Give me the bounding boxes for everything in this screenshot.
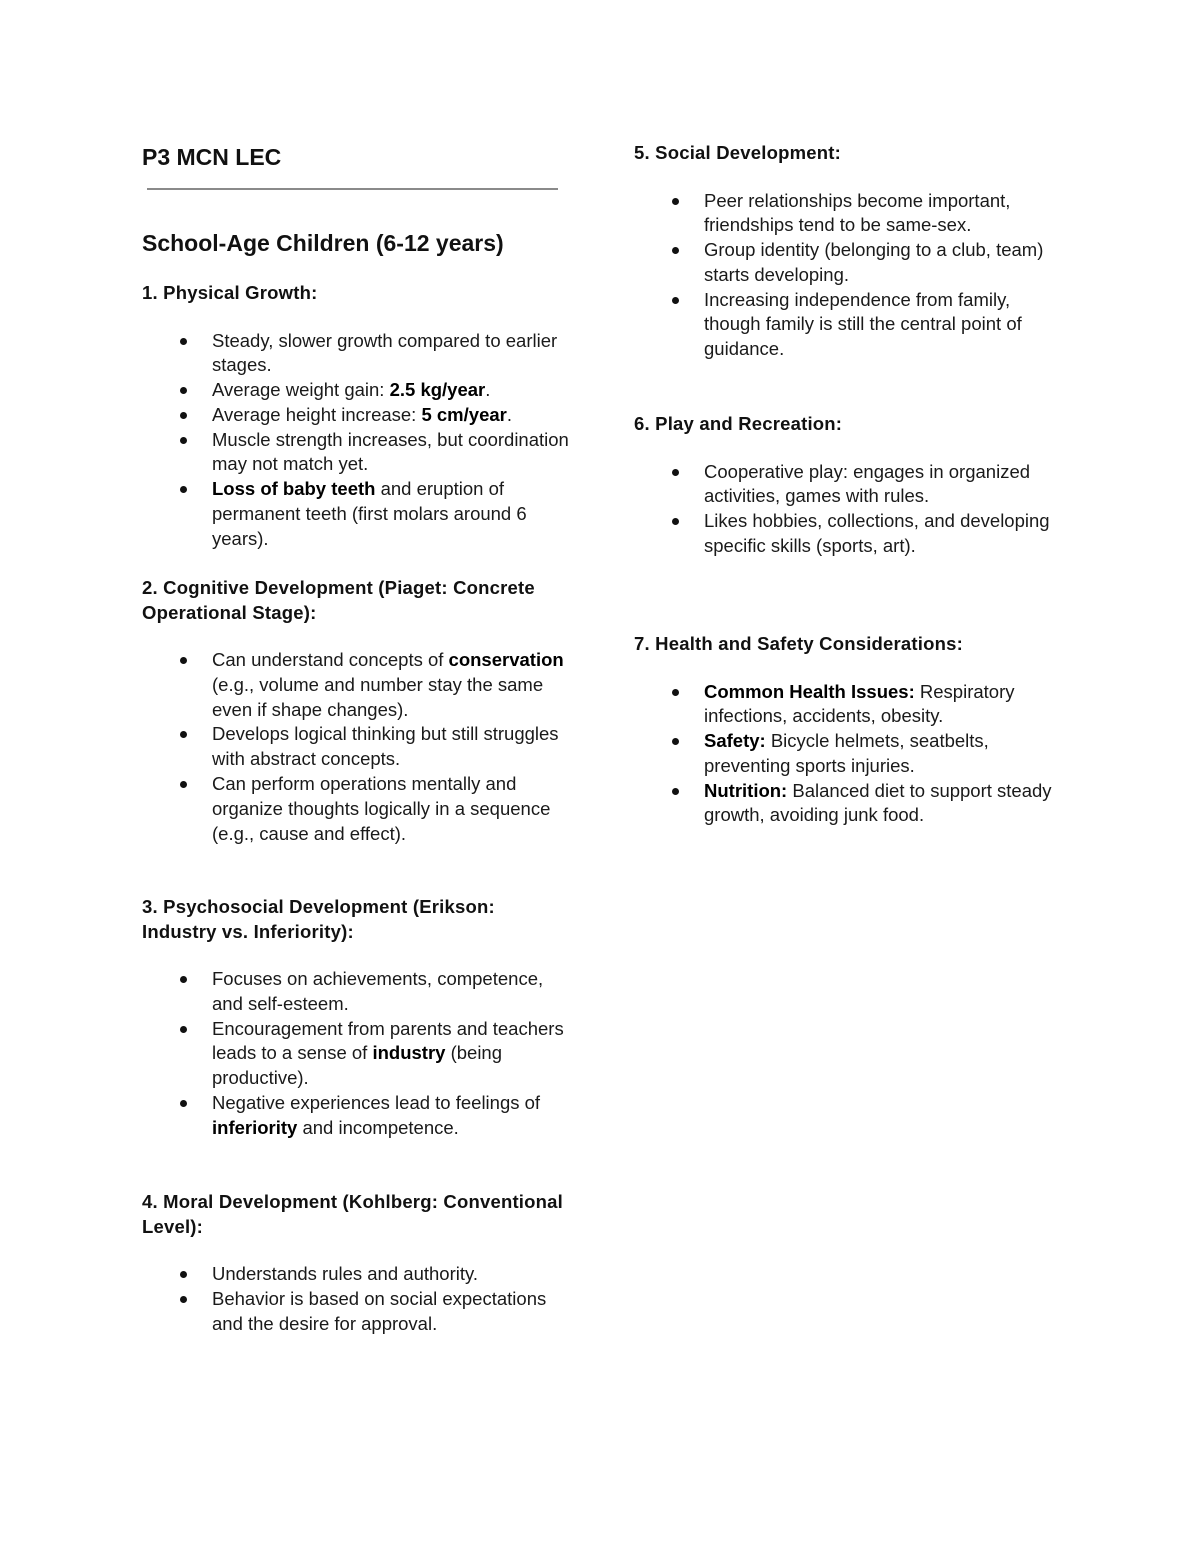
bullet-icon	[672, 469, 679, 476]
section-cognitive-development	[142, 576, 572, 846]
list-item	[142, 722, 572, 772]
list-item	[634, 238, 1064, 288]
section-psychosocial-development	[142, 895, 572, 1141]
section-social-development	[634, 141, 1064, 362]
bullet-list	[142, 329, 572, 552]
item-text: .	[506, 403, 512, 425]
list-item	[142, 1017, 572, 1091]
bullet-list	[142, 648, 572, 846]
emphasis-text: conservation	[448, 649, 564, 670]
list-item	[634, 729, 1064, 779]
bullet-icon	[180, 1100, 187, 1107]
bullet-icon	[672, 689, 679, 696]
page-heading: School-Age Children (6-12 years)	[142, 230, 504, 256]
section-heading: 4. Moral Development (Kohlberg: Conventional Level):	[142, 1191, 563, 1237]
section-heading: 3. Psychosocial Development (Erikson: Industry vs. Inferiority):	[142, 896, 495, 942]
item-text: Understands rules and authority.	[212, 1263, 479, 1284]
section-heading: 6. Play and Recreation:	[634, 413, 843, 434]
emphasis-text: 5 cm/year	[421, 403, 507, 425]
item-text: Can understand concepts of	[212, 649, 449, 670]
list-item	[634, 460, 1064, 510]
bullet-icon	[180, 1271, 187, 1278]
bullet-icon	[180, 387, 187, 394]
list-item	[634, 779, 1064, 829]
item-text: Negative experiences lead to feelings of	[212, 1091, 541, 1113]
section-heading: 5. Social Development:	[634, 142, 841, 163]
emphasis-text: Common Health Issues:	[704, 680, 915, 702]
item-text: Steady, slower growth compared to earlier stages.	[212, 329, 558, 376]
item-text: Muscle strength increases, but coordination may not match yet.	[212, 428, 569, 475]
list-item	[142, 378, 572, 403]
emphasis-text: industry	[372, 1042, 446, 1064]
section-health-safety	[634, 632, 1064, 828]
list-item	[142, 477, 572, 551]
list-item	[142, 772, 572, 846]
bullet-icon	[180, 781, 187, 788]
bullet-icon	[672, 297, 679, 304]
bullet-icon	[672, 247, 679, 254]
item-text: Balanced diet to support steady growth, avoiding junk food.	[704, 779, 1052, 826]
bullet-list	[142, 1262, 572, 1336]
title-divider	[147, 188, 558, 190]
item-text: Average weight gain:	[212, 379, 390, 401]
list-item	[142, 1091, 572, 1141]
item-text: (e.g., volume and number stay the same even if shape changes).	[212, 673, 544, 720]
section-play-recreation	[634, 412, 1064, 559]
section-heading: 2. Cognitive Development (Piaget: Concrete Operational Stage):	[142, 577, 535, 623]
list-item	[634, 509, 1064, 559]
bullet-icon	[180, 1026, 187, 1033]
list-item	[634, 189, 1064, 239]
item-text: Increasing independence from family, though family is still the central point of guidance.	[704, 288, 1022, 360]
emphasis-text: inferiority	[212, 1116, 298, 1138]
bullet-icon	[180, 412, 187, 419]
bullet-icon	[180, 437, 187, 444]
item-text: Average height increase:	[212, 403, 422, 425]
bullet-icon	[180, 731, 187, 738]
emphasis-text: Nutrition:	[704, 779, 788, 801]
section-heading: 1. Physical Growth:	[142, 282, 318, 303]
item-text: Peer relationships become important, friendships tend to be same-sex.	[704, 189, 1011, 236]
item-text: and eruption of permanent teeth (first molars around 6 years).	[212, 478, 527, 549]
section-heading: 7. Health and Safety Considerations:	[634, 633, 963, 654]
item-text: Focuses on achievements, competence, and self-esteem.	[212, 968, 544, 1014]
item-text: Can perform operations mentally and organize thoughts logically in a sequence (e.g., cause and effect).	[212, 772, 551, 844]
bullet-icon	[180, 976, 187, 983]
bullet-icon	[180, 1296, 187, 1303]
list-item	[142, 329, 572, 379]
list-item	[142, 1287, 572, 1337]
bullet-icon	[180, 338, 187, 345]
bullet-icon	[180, 657, 187, 664]
bullet-icon	[672, 738, 679, 745]
item-text: Group identity (belonging to a club, team) starts developing.	[704, 239, 1044, 285]
section-moral-development	[142, 1190, 572, 1336]
item-text: Bicycle helmets, seatbelts, preventing sports injuries.	[704, 730, 989, 776]
bullet-icon	[672, 518, 679, 525]
bullet-icon	[672, 198, 679, 205]
item-text: Likes hobbies, collections, and developing specific skills (sports, art).	[704, 510, 1050, 556]
item-text: .	[485, 379, 491, 401]
bullet-icon	[180, 486, 187, 493]
list-item	[634, 288, 1064, 362]
item-text: (being productive).	[212, 1042, 503, 1089]
item-text: Respiratory infections, accidents, obesity.	[704, 680, 1015, 727]
bullet-icon	[672, 788, 679, 795]
document-title: P3 MCN LEC	[142, 144, 282, 170]
bullet-list	[634, 460, 1064, 559]
list-item	[142, 428, 572, 478]
item-text: Encouragement from parents and teachers leads to a sense of	[212, 1017, 564, 1064]
bullet-list	[634, 189, 1064, 363]
list-item	[634, 680, 1064, 730]
list-item	[142, 403, 572, 428]
item-text: and incompetence.	[297, 1116, 459, 1138]
emphasis-text: Safety:	[704, 730, 766, 752]
item-text: Develops logical thinking but still struggles with abstract concepts.	[212, 723, 559, 770]
bullet-list	[142, 967, 572, 1141]
section-physical-growth	[142, 281, 572, 552]
list-item	[142, 1262, 572, 1287]
bullet-list	[634, 680, 1064, 829]
emphasis-text: 2.5 kg/year	[389, 379, 486, 401]
item-text: Cooperative play: engages in organized activities, games with rules.	[704, 460, 1031, 507]
item-text: Behavior is based on social expectations and the desire for approval.	[212, 1287, 547, 1334]
list-item	[142, 648, 572, 722]
emphasis-text: Loss of baby teeth	[212, 478, 376, 500]
list-item	[142, 967, 572, 1017]
